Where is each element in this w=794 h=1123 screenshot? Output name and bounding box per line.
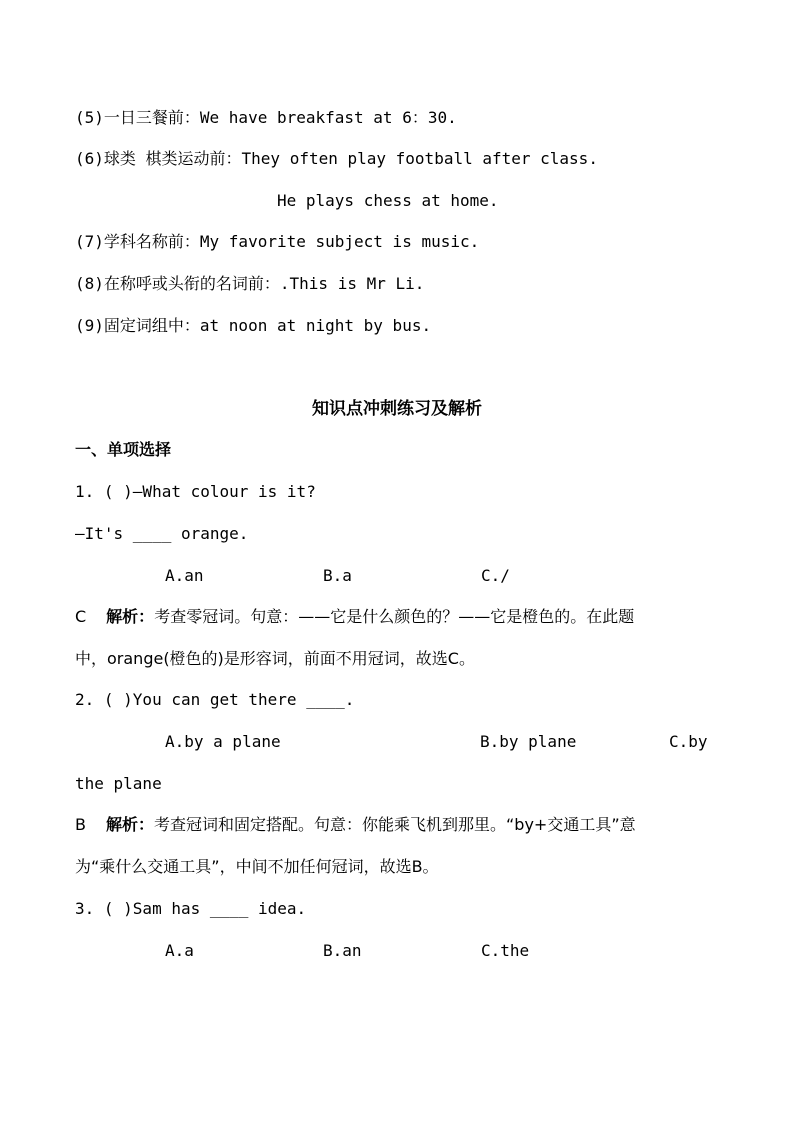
question-1-analysis-text-1: 考查零冠词。句意：——它是什么颜色的？——它是橙色的。在此题 (154, 607, 635, 626)
question-1-option-a: A.an (165, 566, 204, 585)
analysis-label: 解析： (106, 607, 155, 626)
question-1-answer: C (75, 607, 87, 626)
question-2-analysis (75, 815, 636, 835)
question-3-option-c: C.the (481, 941, 530, 960)
question-2-analysis-text-2: 为“乘什么交通工具”，中间不加任何冠词，故选B。 (75, 857, 439, 876)
question-3-option-b: B.an (323, 941, 362, 960)
usage-line-7: (7)学科名称前：My favorite subject is music. (75, 232, 480, 251)
part-heading: 一、单项选择 (75, 440, 172, 459)
question-1-analysis (75, 607, 634, 627)
usage-line-5: (5)一日三餐前：We have breakfast at 6：30. (75, 108, 457, 127)
question-2-option-a: A.by a plane (165, 732, 281, 751)
question-3-option-a: A.a (165, 941, 194, 960)
usage-line-6: (6)球类 棋类运动前：They often play football after class. (75, 149, 598, 168)
question-1-stem: 1. ( )—What colour is it? (75, 482, 316, 501)
usage-line-6-example: He plays chess at home. (277, 191, 499, 210)
question-2-option-c-continued: the plane (75, 774, 162, 793)
usage-line-9: (9)固定词组中：at noon at night by bus. (75, 316, 432, 335)
question-2-stem: 2. ( )You can get there ____. (75, 690, 355, 709)
question-2-analysis-text-1: 考查冠词和固定搭配。句意：你能乘飞机到那里。“by+交通工具”意 (154, 815, 636, 834)
question-2-option-b: B.by plane (480, 732, 577, 751)
question-1-option-c: C./ (481, 566, 510, 585)
question-1-line2: —It's ____ orange. (75, 524, 249, 543)
usage-line-8: (8)在称呼或头衔的名词前：.This is Mr Li. (75, 274, 425, 293)
question-2-option-c: C.by (669, 732, 708, 751)
question-1-analysis-text-2: 中，orange(橙色的)是形容词，前面不用冠词，故选C。 (75, 649, 475, 668)
question-3-stem: 3. ( )Sam has ____ idea. (75, 899, 307, 918)
question-2-answer: B (75, 815, 86, 834)
analysis-label: 解析： (105, 815, 154, 834)
section-title: 知识点冲刺练习及解析 (312, 399, 482, 419)
question-1-option-b: B.a (323, 566, 352, 585)
